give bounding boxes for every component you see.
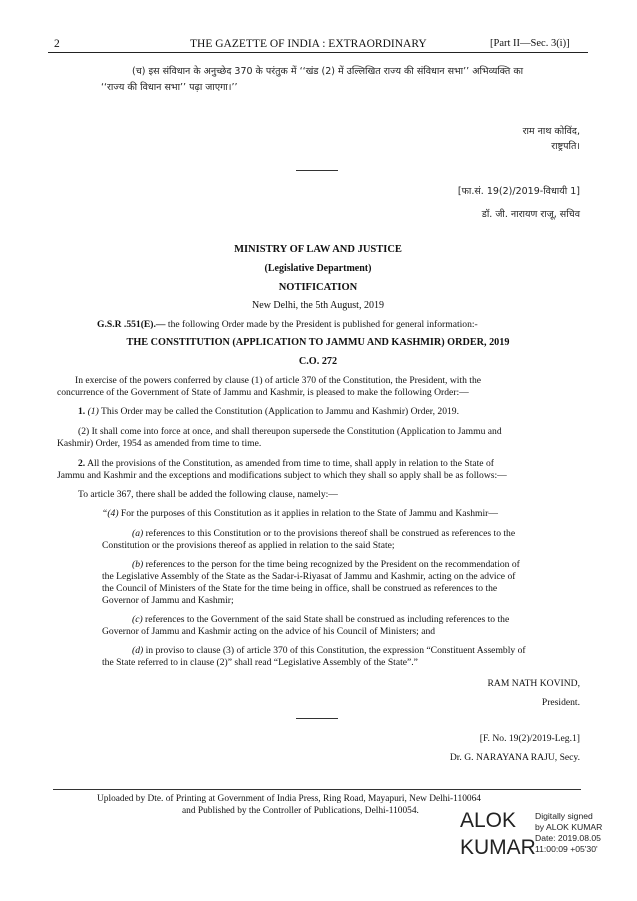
clause-d-text: in proviso to clause (3) of article 370 of this Constitution, the expression “Constituent Assembly of bbox=[143, 645, 526, 656]
digital-signature-info-3: Date: 2019.08.05 bbox=[535, 833, 601, 843]
clause-b-line4: Governor of Jammu and Kashmir; bbox=[102, 595, 234, 606]
preamble-line2: concurrence of the Government of State of Jammu and Kashmir, is pleased to make the following Order:— bbox=[57, 387, 469, 398]
para-3-line2: Jammu and Kashmir and the exceptions and modifications subject to which they shall so apply shall be as follows:— bbox=[57, 470, 507, 481]
digital-signature-info-4: 11:00:09 +05'30' bbox=[535, 844, 598, 854]
para-4: To article 367, there shall be added the following clause, namely:— bbox=[78, 489, 338, 500]
hindi-clause-line2: ‘‘राज्य की विधान सभा’’ पढ़ा जाएगा।’’ bbox=[101, 82, 238, 93]
order-title: THE CONSTITUTION (APPLICATION TO JAMMU AND KASHMIR) ORDER, 2019 bbox=[126, 337, 510, 348]
ministry-heading: MINISTRY OF LAW AND JUSTICE bbox=[234, 244, 402, 255]
place-date: New Delhi, the 5th August, 2019 bbox=[252, 300, 384, 311]
page-number: 2 bbox=[54, 38, 60, 50]
clause-c-label: (c) bbox=[132, 614, 143, 625]
clause-d-line1 bbox=[132, 645, 526, 657]
separator-rule-2 bbox=[296, 718, 338, 719]
para-1-sub: (1) bbox=[87, 406, 99, 417]
clause-4 bbox=[102, 508, 498, 520]
para-3-number: 2. bbox=[78, 458, 86, 469]
clause-d-line2: the State referred to in clause (2)” shall read “Legislative Assembly of the State”.” bbox=[102, 657, 418, 668]
para-3-text: All the provisions of the Constitution, as amended from time to time, shall apply in relation to the State of bbox=[85, 458, 494, 469]
co-number: C.O. 272 bbox=[298, 356, 338, 367]
part-section: [Part II—Sec. 3(i)] bbox=[490, 38, 570, 49]
clause-b-line3: the Council of Ministers of the State for the time being in office, shall be construed as references to the bbox=[102, 583, 498, 594]
clause-a-label: (a) bbox=[132, 528, 144, 539]
hindi-file-number: [फा.सं. 19(2)/2019-विधायी 1] bbox=[457, 186, 580, 197]
signatory-title: President. bbox=[541, 697, 580, 708]
clause-b-line1 bbox=[132, 559, 520, 571]
hindi-signatory-name: राम नाथ कोविंद, bbox=[522, 126, 580, 137]
clause-4-text: For the purposes of this Constitution as it applies in relation to the State of Jammu and Kashmir— bbox=[118, 508, 498, 519]
clause-c-line1 bbox=[132, 614, 509, 626]
para-1 bbox=[78, 406, 459, 418]
clause-d-label: (d) bbox=[132, 645, 144, 656]
hindi-signatory-title: राष्ट्रपति। bbox=[551, 141, 580, 152]
preamble-line1: In exercise of the powers conferred by clause (1) of article 370 of the Constitution, the President, with the bbox=[75, 375, 482, 386]
gsr-number: G.S.R .551(E).— bbox=[97, 319, 166, 330]
department-heading: (Legislative Department) bbox=[264, 263, 372, 274]
footer-rule bbox=[53, 789, 581, 790]
clause-c-text: references to the Government of the said State shall be construed as including references to the bbox=[142, 614, 510, 625]
footer-line2: and Published by the Controller of Publications, Delhi-110054. bbox=[182, 806, 419, 816]
para-3-line1 bbox=[78, 458, 494, 470]
gazette-title: THE GAZETTE OF INDIA : EXTRAORDINARY bbox=[190, 38, 427, 50]
gsr-line bbox=[97, 319, 478, 331]
clause-b-text: references to the person for the time being recognized by the President on the recommendation of bbox=[143, 559, 520, 570]
para-2-line2: Kashmir) Order, 1954 as amended from time to time. bbox=[57, 438, 262, 449]
secretary-name: Dr. G. NARAYANA RAJU, Secy. bbox=[449, 752, 580, 763]
notification-heading: NOTIFICATION bbox=[278, 282, 358, 293]
clause-b-line2: the Legislative Assembly of the State as the Sadar-i-Riyasat of Jammu and Kashmir, acting on the advice of bbox=[102, 571, 516, 582]
clause-a-line1 bbox=[132, 528, 515, 540]
clause-c-line2: Governor of Jammu and Kashmir acting on the advice of his Council of Ministers; and bbox=[102, 626, 436, 637]
digital-signature-name-1: ALOK bbox=[460, 809, 517, 832]
digital-signature-info-1: Digitally signed bbox=[535, 811, 593, 821]
digital-signature-name-2: KUMAR bbox=[460, 836, 536, 859]
clause-b-label: (b) bbox=[132, 559, 144, 570]
separator-rule bbox=[296, 170, 338, 171]
gsr-text: the following Order made by the President is published for general information:- bbox=[165, 319, 478, 330]
para-1-number: 1. bbox=[78, 406, 86, 417]
hindi-secretary: डॉ. जी. नारायण राजू, सचिव bbox=[481, 209, 580, 220]
hindi-clause-line1: (च) इस संविधान के अनुच्छेद 370 के परंतुक में ‘‘खंड (2) में उल्लिखित राज्य की संविधान सभा’’ अभिव्यक्ति का bbox=[132, 66, 524, 77]
signatory-name: RAM NATH KOVIND, bbox=[487, 678, 580, 689]
para-2-line1: (2) It shall come into force at once, and shall thereupon supersede the Constitution (Application to Jammu and bbox=[78, 426, 502, 437]
clause-a-text: references to this Constitution or to the provisions thereof shall be construed as references to the bbox=[143, 528, 516, 539]
clause-4-label: “(4) bbox=[102, 508, 119, 519]
para-1-text: This Order may be called the Constitution (Application to Jammu and Kashmir) Order, 2019. bbox=[98, 406, 459, 417]
footer-line1: Uploaded by Dte. of Printing at Government of India Press, Ring Road, Mayapuri, New Delhi-110064 bbox=[97, 794, 481, 804]
clause-a-line2: Constitution or the provisions thereof as applied in relation to the said State; bbox=[102, 540, 395, 551]
header-rule bbox=[48, 52, 588, 53]
file-reference: [F. No. 19(2)/2019-Leg.1] bbox=[479, 733, 580, 744]
digital-signature-info-2: by ALOK KUMAR bbox=[535, 822, 603, 832]
